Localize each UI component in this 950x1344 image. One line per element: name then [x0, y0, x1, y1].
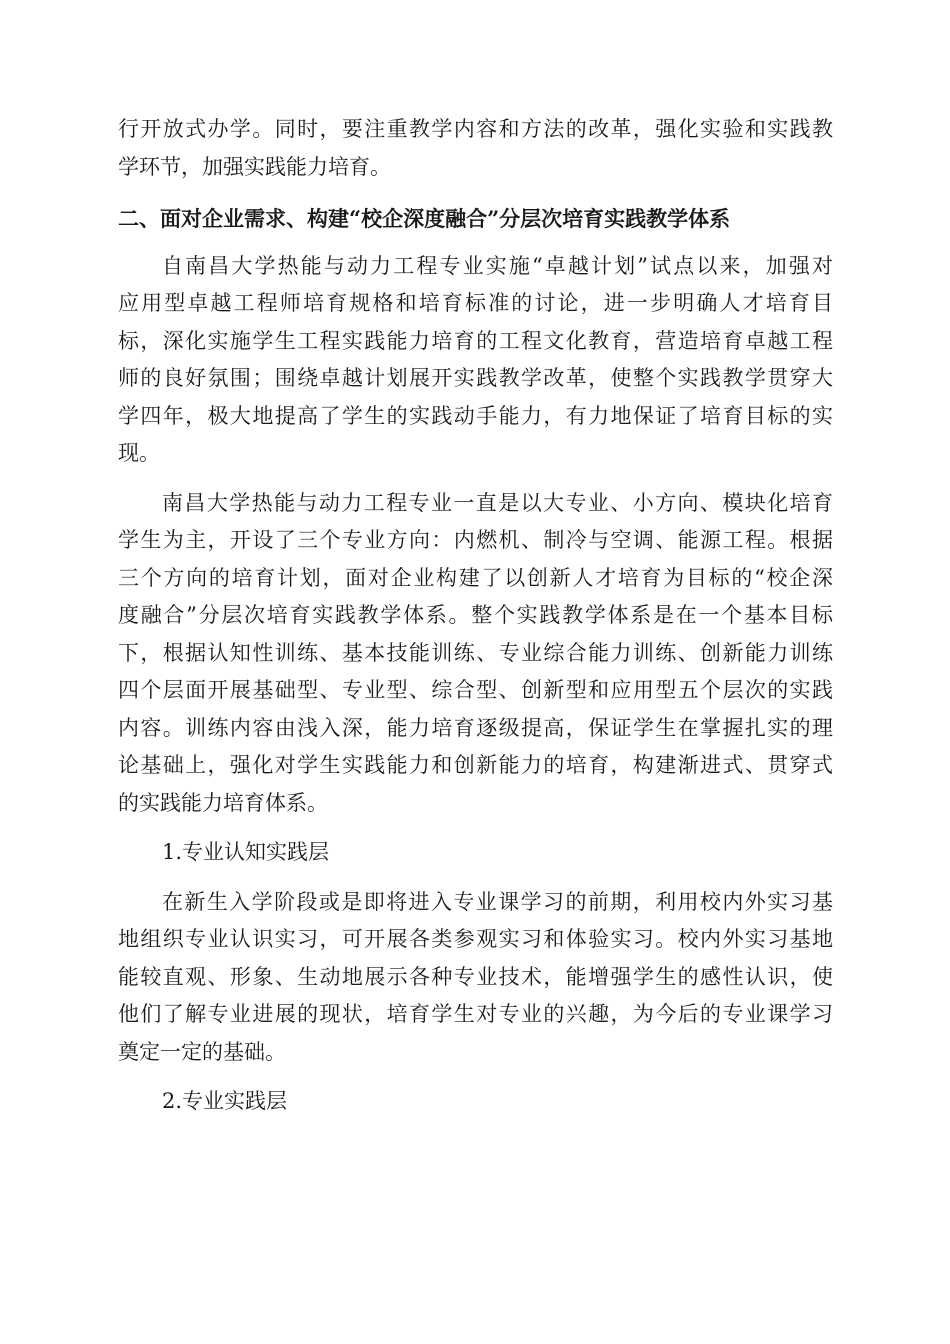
paragraph-continuation — [118, 111, 833, 186]
text-line: 标，深化实施学生工程实践能力培育的工程文化教育，营造培育卓越工程 — [118, 328, 833, 353]
section-heading — [118, 200, 833, 238]
text-line: 奠定一定的基础。 — [118, 1039, 286, 1064]
paragraph-cognition — [118, 884, 833, 1072]
subsection-title-1 — [118, 834, 833, 872]
text-line: 南昌大学热能与动力工程专业一直是以大专业、小方向、模块化培育 — [162, 490, 833, 515]
text-line: 度融合”分层次培育实践教学体系。整个实践教学体系是在一个基本目标 — [118, 603, 833, 627]
text-line: 应用型卓越工程师培育规格和培育标准的讨论，进一步明确人才培育目 — [118, 291, 833, 315]
text-line: 在新生入学阶段或是即将进入专业课学习的前期，利用校内外实习基 — [162, 889, 833, 914]
text-line: 地组织专业认识实习，可开展各类参观实习和体验实习。校内外实习基地 — [118, 927, 833, 951]
text-line: 行开放式办学。同时，要注重教学内容和方法的改革，强化实验和实践教 — [118, 117, 833, 141]
text-line: 下，根据认知性训练、基本技能训练、专业综合能力训练、创新能力训练 — [118, 640, 833, 665]
text-line: 能较直观、形象、生动地展示各种专业技术，能增强学生的感性认识，使 — [118, 964, 833, 989]
paragraph-intro — [118, 248, 833, 473]
text-line: 学四年，极大地提高了学生的实践动手能力，有力地保证了培育目标的实 — [118, 403, 833, 428]
section-heading-text: 二、面对企业需求、构建“校企深度融合”分层次培育实践教学体系 — [118, 206, 731, 231]
text-line: 现。 — [118, 441, 160, 465]
document-page — [118, 111, 833, 1121]
subsection-title-text: 2.专业实践层 — [162, 1089, 288, 1113]
text-line: 学生为主，开设了三个专业方向：内燃机、制冷与空调、能源工程。根据 — [118, 528, 833, 552]
text-line: 学环节，加强实践能力培育。 — [118, 154, 391, 179]
text-line: 三个方向的培育计划，面对企业构建了以创新人才培育为目标的“校企深 — [118, 565, 833, 590]
text-line: 四个层面开展基础型、专业型、综合型、创新型和应用型五个层次的实践 — [118, 678, 833, 702]
text-line: 的实践能力培育体系。 — [118, 790, 328, 815]
paragraph-system — [118, 485, 833, 823]
text-line: 他们了解专业进展的现状，培育学生对专业的兴趣，为今后的专业课学习 — [118, 1002, 833, 1026]
text-line: 内容。训练内容由浅入深，能力培育逐级提高，保证学生在掌握扎实的理 — [118, 715, 833, 740]
subsection-title-text: 1.专业认知实践层 — [162, 840, 330, 864]
subsection-title-2 — [118, 1083, 833, 1121]
text-line: 论基础上，强化对学生实践能力和创新能力的培育，构建渐进式、贯穿式 — [118, 753, 833, 777]
text-line: 自南昌大学热能与动力工程专业实施“卓越计划”试点以来，加强对 — [162, 253, 833, 278]
text-line: 师的良好氛围；围绕卓越计划展开实践教学改革，使整个实践教学贯穿大 — [118, 366, 833, 390]
